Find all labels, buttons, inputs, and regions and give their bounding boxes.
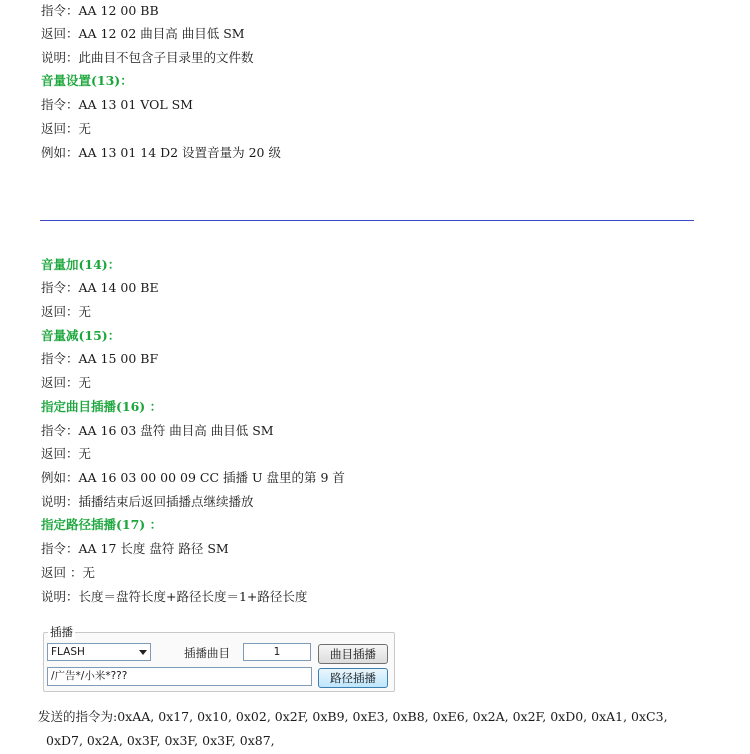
text-line: 说明：插播结束后返回插播点继续播放 — [41, 494, 254, 509]
text-line: 例如：AA 16 03 00 00 09 CC 插播 U 盘里的第 9 首 — [41, 470, 345, 485]
text-line: 指令：AA 13 01 VOL SM — [41, 97, 193, 112]
section-heading: 音量设置(13)： — [41, 73, 133, 88]
track-label: 插播曲目 — [184, 646, 230, 660]
section-heading: 音量减(15)： — [41, 328, 121, 343]
section-heading: 指定曲目插播(16) ： — [41, 399, 163, 414]
text-line: 说明：此曲目不包含子目录里的文件数 — [41, 50, 254, 65]
text-line: 指令：AA 14 00 BE — [41, 280, 159, 295]
text-line: 指令：AA 12 00 BB — [41, 3, 159, 18]
path-input[interactable]: /广告*/小米*??? — [47, 667, 312, 686]
text-line: 返回：无 — [41, 304, 92, 319]
text-line: 返回：无 — [41, 446, 92, 461]
text-line: 例如：AA 13 01 14 D2 设置音量为 20 级 — [41, 145, 281, 160]
section-heading: 音量加(14)： — [41, 257, 121, 272]
text-line: 指令：AA 15 00 BF — [41, 351, 159, 366]
group-title: 插播 — [50, 625, 73, 639]
text-line: 说明：长度＝盘符长度+路径长度＝1+路径长度 — [41, 589, 308, 604]
section-heading: 指定路径插播(17) ： — [41, 517, 163, 532]
sent-command-line: 0xD7, 0x2A, 0x3F, 0x3F, 0x3F, 0x87, — [46, 733, 275, 748]
text-line: 指令：AA 17 长度 盘符 路径 SM — [41, 541, 229, 556]
sent-command-line: 发送的指令为:0xAA, 0x17, 0x10, 0x02, 0x2F, 0xB9, 0xE3, 0xB8, 0xE6, 0x2A, 0x2F, 0xD0, 0xA1, 0xC3, — [38, 709, 668, 724]
separator-line — [40, 220, 694, 221]
insert-track-button[interactable]: 曲目插播 — [318, 644, 388, 664]
text-line: 返回：无 — [41, 121, 92, 136]
text-line: 返回 ：无 — [41, 565, 95, 580]
text-line: 返回：无 — [41, 375, 92, 390]
text-line: 返回：AA 12 02 曲目高 曲目低 SM — [41, 26, 245, 41]
chevron-down-icon[interactable] — [139, 650, 147, 655]
drive-select[interactable] — [47, 643, 151, 661]
text-line: 指令：AA 16 03 盘符 曲目高 曲目低 SM — [41, 423, 274, 438]
drive-select-value: FLASH — [51, 646, 85, 658]
insert-path-button[interactable]: 路径插播 — [318, 668, 388, 688]
track-number-input[interactable]: 1 — [243, 643, 311, 661]
insert-play-panel — [41, 622, 395, 692]
